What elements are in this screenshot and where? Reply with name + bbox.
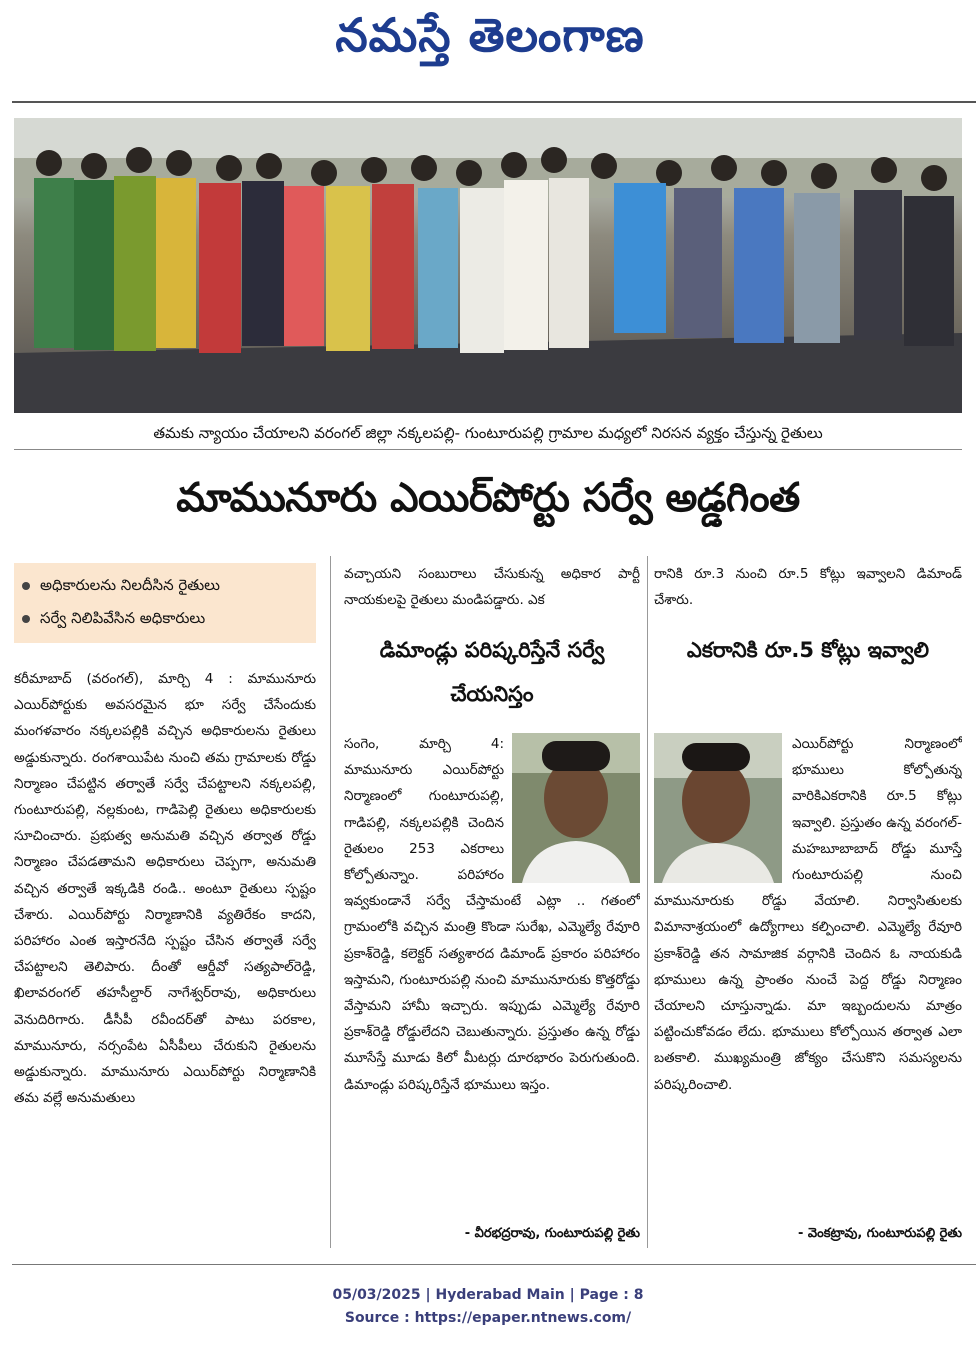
farmer-quote-text	[654, 731, 962, 1226]
quote-signature: - వీరభద్రరావు, గుంటూరుపల్లి రైతు	[464, 1226, 640, 1241]
caption-divider	[14, 449, 962, 450]
highlight-text: అధికారులను నిలదీసిన రైతులు	[40, 576, 220, 594]
sidebar-headline-demands: డిమాండ్లు పరిష్కరిస్తేనే సర్వే చేయనిస్తం	[379, 638, 605, 706]
farmer-portrait-photo	[512, 733, 640, 883]
masthead	[0, 0, 976, 100]
edition-info: 05/03/2025 | Hyderabad Main | Page : 8	[332, 1287, 644, 1303]
bullet-icon	[22, 615, 30, 623]
article-continuation: వచ్చాయని సంబురాలు చేసుకున్న అధికార పార్టీ నాయకులపై రైతులు మండిపడ్డారు. ఎక	[344, 566, 640, 609]
source-link[interactable]: Source : https://epaper.ntnews.com/	[344, 1310, 632, 1326]
farmer-quote-body: సంగెం, మార్చి 4: మామునూరు ఎయిర్‌పోర్టు నిర్మాణంలో గుంటూరుపల్లి, గాడిపల్లి, నక్కలపల్లికి చెందిన రైతులం 253 ఎకరాలు కోల్పోతున్నాం. పరిహారం ఇవ్వకుండానే సర్వే చేస్తామంటే ఎట్లా .. గతంలో గ్రామంలోకి వచ్చిన మంత్రి కొండా సురేఖ, ఎమ్మెల్యే రేవూరి ప్రకాశ్‌రెడ్డి, కలెక్టర్ సత్యశారద డిమాండ్ ప్రకారం పరిహారం ఇస్తామని, గుంటూరుపల్లి నుంచి మామునూరుకు కొత్తరోడ్డు వేస్తామని హామీ ఇచ్చారు. ఇప్పుడు ఎమ్మెల్యే రేవూరి ప్రకాశ్‌రెడ్డి రోడ్డులేదని చెబుతున్నారు. ప్రస్తుతం ఉన్న రోడ్డు మూసేస్తే మూడు కిలో మీటర్లు దూరభారం పెరుగుతుంది. డిమాండ్లు పరిష్కరిస్తేనే భూములు ఇస్తం.	[344, 736, 640, 1093]
quote-signature: - వెంకట్రావు, గుంటూరుపల్లి రైతు	[798, 1226, 962, 1241]
newspaper-logo: నమస్తే తెలంగాణ	[335, 8, 645, 62]
farmer-portrait-photo	[654, 733, 782, 883]
article-headline: మామునూరు ఎయిర్‌పోర్టు సర్వే అడ్డగింత	[176, 475, 800, 521]
column-divider	[330, 556, 331, 1248]
farmer-quote-body: ఎయిర్‌పోర్టు నిర్మాణంలో భూములు కోల్పోతున్న వారికిఎకరానికి రూ.5 కోట్లు ఇవ్వాలి. ప్రస్తుతం ఉన్న వరంగల్-మహబూబాబాద్ రోడ్డు మూస్తే గుంటూరుపల్లి నుంచి మామునూరుకు రోడ్డు వేయాలి. నిర్వాసితులకు విమానాశ్రయంలో ఉద్యోగాలు కల్పించాలి. ఎమ్మెల్యే రేవూరి ప్రకాశ్‌రెడ్డి తన సామాజిక వర్గానికి చెందిన ఓ నాయకుడి భూములు ఉన్న ప్రాంతం నుంచే పెద్ద రోడ్డు నిర్మాణం చేయాలని చూస్తున్నాడు. మా ఇబ్బందులను మాత్రం పట్టించుకోవడం లేదు. భూములు కోల్పోయిన తర్వాత ఎలా బతకాలి. ముఖ్యమంత్రి జోక్యం చేసుకొని సమస్యలను పరిష్కరించాలి.	[654, 736, 962, 1093]
sidebar-headline-compensation: ఎకరానికి రూ.5 కోట్లు ఇవ్వాలి	[686, 638, 930, 662]
page-bottom-divider	[12, 1264, 976, 1265]
highlight-text: సర్వే నిలిపివేసిన అధికారులు	[40, 609, 206, 627]
farmer-quote-text	[344, 731, 640, 1226]
masthead-divider	[12, 101, 976, 103]
photo-caption: తమకు న్యాయం చేయాలని వరంగల్ జిల్లా నక్కలపల్లి- గుంటూరుపల్లి గ్రామాల మధ్యలో నిరసన వ్యక్తం చేస్తున్న రైతులు	[153, 424, 823, 442]
highlight-item	[22, 569, 308, 602]
lead-photo	[14, 118, 962, 413]
bullet-icon	[22, 582, 30, 590]
highlights-box	[14, 563, 316, 643]
column-divider	[647, 556, 648, 1248]
highlight-item	[22, 602, 308, 635]
article-continuation: రానికి రూ.3 నుంచి రూ.5 కోట్లు ఇవ్వాలని డిమాండ్ చేశారు.	[654, 566, 962, 609]
main-article-text: కరీమాబాద్ (వరంగల్), మార్చి 4 : మామునూరు ఎయిర్‌పోర్టుకు అవసరమైన భూ సర్వే చేసేందుకు మంగళవారం నక్కలపల్లికి వచ్చిన అధికారులను రైతులు అడ్డుకున్నారు. రంగశాయిపేట నుంచి తమ గ్రామాలకు రోడ్డు నిర్మాణం చేపట్టిన తర్వాతే సర్వే చేపట్టాలని నక్కలపల్లి, గుంటూరుపల్లి, నల్లకుంట, గాడిపెల్లి రైతులు అధికారులకు సూచించారు. ప్రభుత్వ అనుమతి వచ్చిన తర్వాత రోడ్డు నిర్మాణం చేపడతామని అధికారులు చెప్పగా, అనుమతి వచ్చిన తర్వాతే ఇక్కడికి రండి.. అంటూ రైతులు స్పష్టం చేశారు. ఎయిర్‌పోర్టు నిర్మాణానికి వ్యతిరేకం కాదని, పరిహారం ఎంత ఇస్తారనేది స్పష్టం చేసిన తర్వాతే సర్వే చేపట్టాలని తెలిపారు. దీంతో ఆర్డీవో సత్యపాల్‌రెడ్డి, ఖిలావరంగల్ తహసీల్దార్ నాగేశ్వర్‌రావు, అధికారులు వెనుదిరిగారు. డీసీపీ రవీందర్‌తో పాటు పరకాల, మామునూరు, నర్సంపేట ఏసీపీలు చేరుకుని రైతులను అడ్డుకున్నారు. మామునూరు ఎయిర్‌పోర్టు నిర్మాణానికి తమ వల్లే అనుమతులు	[14, 671, 316, 1107]
